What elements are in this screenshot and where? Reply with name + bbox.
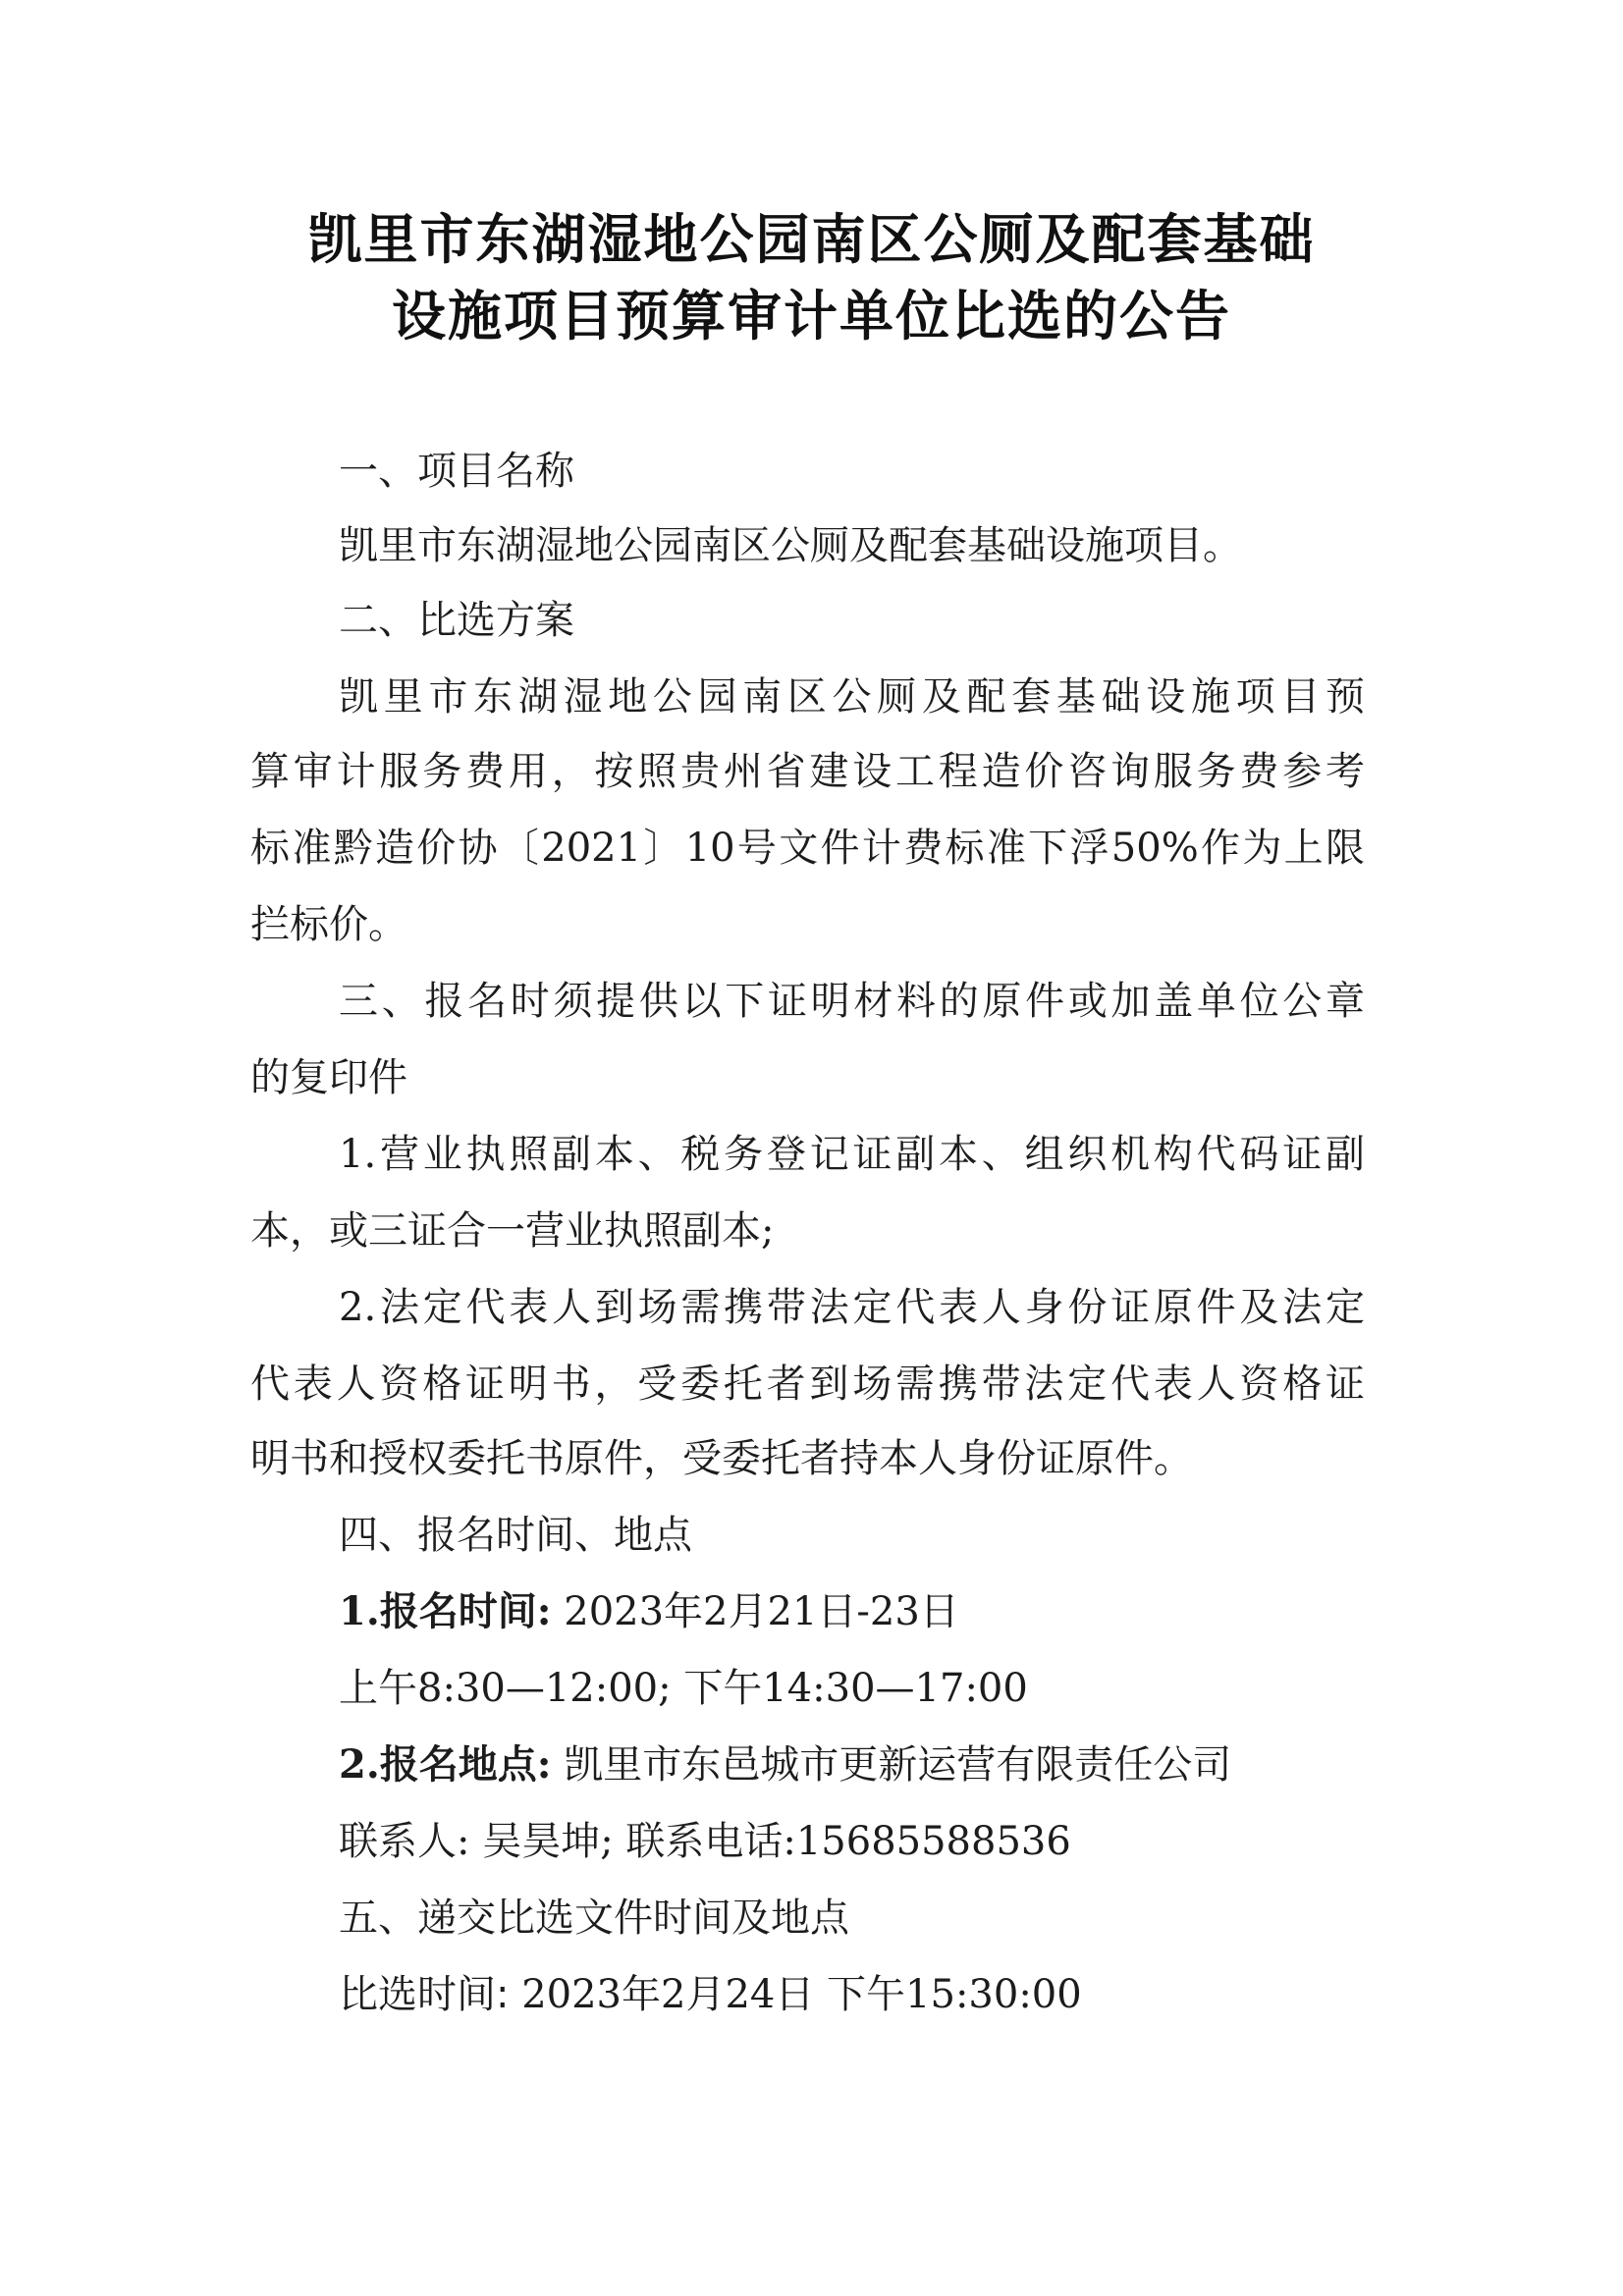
section-4-hours: 上午8:30—12:00; 下午14:30—17:00 — [339, 1666, 1028, 1711]
section-3-item-1-line-1: 1.营业执照副本、税务登记证副本、组织机构代码证副 — [339, 1132, 1365, 1177]
section-2-line-4: 拦标价。 — [250, 902, 407, 947]
section-3-heading-line-2: 的复印件 — [250, 1055, 407, 1100]
section-3-item-2-line-3: 明书和授权委托书原件，受委托者持本人身份证原件。 — [250, 1436, 1193, 1481]
section-5-time-value: 2023年2月24日 下午15:30:00 — [521, 1972, 1082, 2017]
section-5-time-label: 比选时间: — [339, 1972, 510, 2017]
section-4-place-row — [339, 1741, 1231, 1789]
section-4-contact: 联系人: 吴昊坤; 联系电话:15685588536 — [339, 1819, 1071, 1864]
section-2-line-3: 标准黔造价协〔2021〕10号文件计费标准下浮50%作为上限 — [250, 826, 1365, 871]
section-5-time-row — [339, 1971, 1082, 2018]
section-4-time-label: 1.报名时间: — [339, 1588, 552, 1634]
section-3-item-2-line-2: 代表人资格证明书，受委托者到场需携带法定代表人资格证 — [250, 1362, 1365, 1407]
section-4-time-row — [339, 1588, 959, 1635]
title-line-1: 凯里市东湖湿地公园南区公厕及配套基础 — [307, 207, 1316, 271]
section-4-heading: 四、报名时间、地点 — [339, 1513, 692, 1558]
section-2-line-2: 算审计服务费用，按照贵州省建设工程造价咨询服务费参考 — [250, 749, 1365, 794]
section-3-heading-line-1: 三、报名时须提供以下证明材料的原件或加盖单位公章 — [339, 979, 1365, 1024]
section-3-item-1-line-2: 本，或三证合一营业执照副本; — [250, 1208, 775, 1254]
section-1-heading: 一、项目名称 — [339, 449, 574, 494]
section-5-heading: 五、递交比选文件时间及地点 — [339, 1896, 849, 1941]
section-1-text: 凯里市东湖湿地公园南区公厕及配套基础设施项目。 — [339, 523, 1242, 568]
section-4-place-label: 2.报名地点: — [339, 1741, 552, 1788]
section-2-line-1: 凯里市东湖湿地公园南区公厕及配套基础设施项目预 — [339, 674, 1365, 720]
section-4-time-value: 2023年2月21日-23日 — [564, 1589, 959, 1634]
section-4-place-value: 凯里市东邑城市更新运营有限责任公司 — [564, 1742, 1232, 1788]
section-2-heading: 二、比选方案 — [339, 598, 574, 643]
section-3-item-2-line-1: 2.法定代表人到场需携带法定代表人身份证原件及法定 — [339, 1285, 1365, 1330]
title-line-2: 设施项目预算审计单位比选的公告 — [391, 284, 1231, 347]
